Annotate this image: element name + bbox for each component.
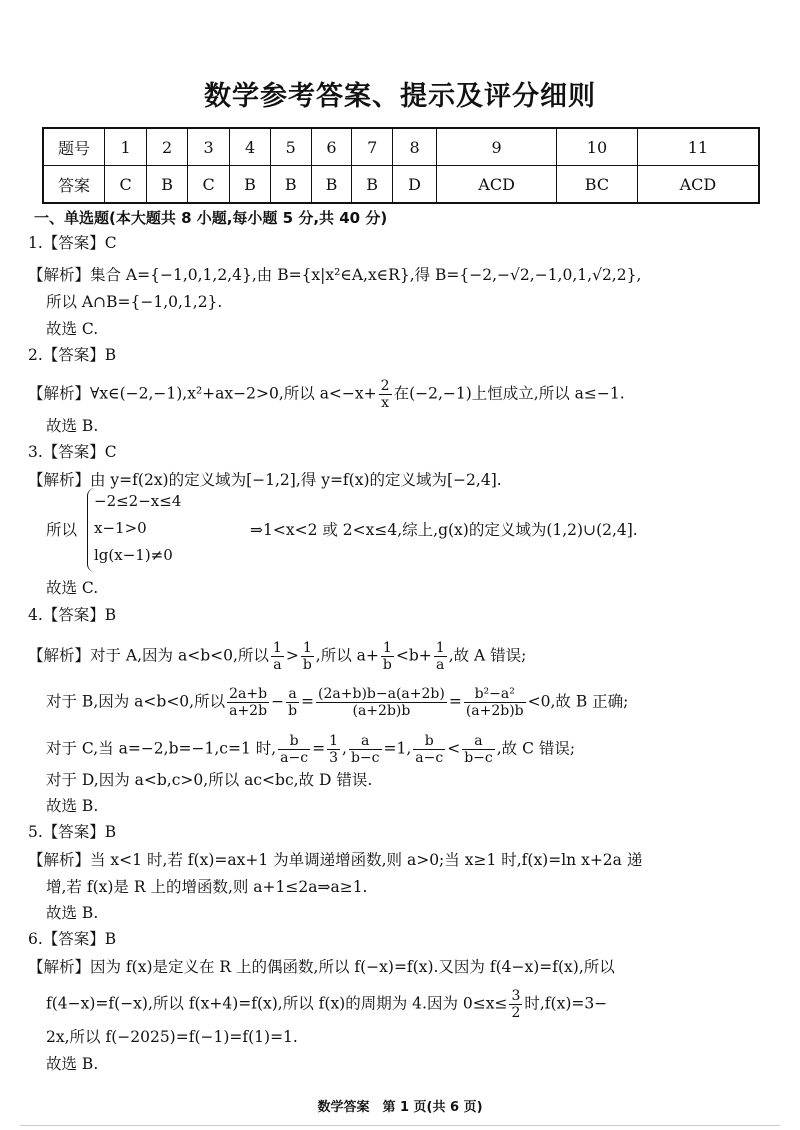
q3-answer: 3.【答案】C [28, 443, 117, 461]
table-cell: ACD [637, 166, 759, 204]
numerator: 1 [435, 640, 445, 656]
inequality-system [87, 488, 244, 572]
table-cell: B [147, 166, 188, 204]
numerator: 1 [381, 640, 394, 657]
text-run: 对于 C,当 a=−2,b=−1,c=1 时, [46, 739, 277, 758]
denominator: a−c [280, 750, 309, 766]
section-heading: 一、单选题(本大题共 8 小题,每小题 5 分,共 40 分) [34, 209, 388, 227]
fraction [462, 733, 495, 766]
table-cell: 7 [352, 128, 393, 166]
q1-conclusion: 故选 C. [46, 320, 99, 338]
table-cell: D [393, 166, 437, 204]
denominator: b [288, 703, 298, 719]
table-cell: BC [557, 166, 638, 204]
q4-option-d: 对于 D,因为 a<b,c>0,所以 ac<bc,故 D 错误. [46, 771, 373, 789]
table-cell: ACD [437, 166, 557, 204]
denominator: a [436, 657, 445, 673]
numerator: 2 [380, 378, 390, 394]
q1-analysis: 【解析】集合 A={−1,0,1,2,4},由 B={x|x²∈A,x∈R},得 B={−2,−√2,−1,0,1,√2,2}, [28, 266, 642, 284]
fraction [227, 686, 269, 719]
text-run: ,所以 a+ [315, 646, 379, 665]
numerator: 1 [301, 640, 314, 657]
numerator: b [278, 733, 310, 750]
denominator: a+2b [229, 703, 268, 719]
table-cell: 11 [637, 128, 759, 166]
q6-analysis: 【解析】因为 f(x)是定义在 R 上的偶函数,所以 f(−x)=f(x).又因为 f(4−x)=f(x),所以 [28, 958, 615, 976]
text-run: 时,f(x)=3− [524, 994, 608, 1013]
denominator: a−c [415, 750, 444, 766]
q5-line: 增,若 f(x)是 R 上的增函数,则 a+1≤2a⇒a≥1. [46, 878, 368, 896]
divider [20, 1125, 780, 1126]
table-cell: B [352, 166, 393, 204]
denominator: a [273, 657, 282, 673]
text-run: , [342, 739, 347, 758]
text-run: ,故 C 错误; [496, 739, 576, 758]
text-run: 【解析】∀x∈(−2,−1),x²+ax−2>0,所以 a<−x+ [28, 384, 377, 403]
fraction [434, 640, 447, 673]
table-row [43, 166, 759, 204]
table-cell: 5 [270, 128, 311, 166]
text-run: 【解析】对于 A,因为 a<b<0,所以 [28, 646, 269, 665]
fraction [379, 378, 392, 411]
row-label-number: 题号 [43, 128, 105, 166]
numerator: (2a+b)b−a(a+2b) [318, 686, 445, 702]
table-cell: B [270, 166, 311, 204]
text-run: =1, [383, 739, 412, 758]
text-run: 在(−2,−1)上恒成立,所以 a≤−1. [393, 384, 625, 403]
q3-prefix: 所以 [46, 521, 78, 539]
numerator: 3 [511, 988, 521, 1004]
system-line: lg(x−1)≠0 [94, 546, 173, 564]
table-cell: 8 [393, 128, 437, 166]
fraction [349, 733, 382, 766]
table-cell: B [311, 166, 352, 204]
fraction [464, 686, 526, 719]
q4-option-a [28, 640, 526, 673]
q1-line: 所以 A∩B={−1,0,1,2}. [46, 293, 223, 311]
text-run: = [448, 692, 462, 711]
system-line: −2≤2−x≤4 [94, 492, 182, 510]
denominator: x [381, 395, 390, 411]
q3-analysis: 【解析】由 y=f(2x)的定义域为[−1,2],得 y=f(x)的定义域为[−2,4]. [28, 471, 502, 489]
fraction [316, 686, 447, 719]
fraction [327, 733, 340, 766]
fraction [271, 640, 284, 673]
denominator: 2 [511, 1005, 521, 1021]
text-run: = [312, 739, 326, 758]
denominator: b [302, 657, 312, 673]
fraction [413, 733, 445, 766]
table-cell: 10 [557, 128, 638, 166]
numerator: b²−a² [464, 686, 526, 703]
numerator: b [413, 733, 445, 750]
q4-option-b [46, 686, 628, 719]
text-run: ,故 A 错误; [448, 646, 527, 665]
table-cell: 1 [105, 128, 147, 166]
table-cell: C [105, 166, 147, 204]
q2-analysis [28, 378, 625, 411]
text-run: f(4−x)=f(−x),所以 f(x+4)=f(x),所以 f(x)的周期为 4.因为 0≤x≤ [46, 994, 508, 1013]
denominator: (a+2b)b [465, 703, 524, 719]
page-title: 数学参考答案、提示及评分细则 [204, 81, 596, 112]
fraction [286, 686, 299, 719]
q6-line [46, 988, 607, 1021]
table-row [43, 128, 759, 166]
q4-conclusion: 故选 B. [46, 797, 99, 815]
text-run: <0,故 B 正确; [527, 692, 629, 711]
text-run: <b+ [395, 646, 432, 665]
denominator: b−c [350, 750, 380, 766]
table-cell: 6 [311, 128, 352, 166]
row-label-answer: 答案 [43, 166, 105, 204]
q3-conclusion: 故选 C. [46, 579, 99, 597]
q6-answer: 6.【答案】B [28, 930, 117, 948]
fraction [509, 988, 522, 1021]
text-run: − [271, 692, 285, 711]
fraction [278, 733, 310, 766]
q2-answer: 2.【答案】B [28, 346, 117, 364]
text-run: = [301, 692, 315, 711]
table-cell: 3 [187, 128, 229, 166]
denominator: b−c [464, 750, 493, 766]
table-cell: 4 [230, 128, 271, 166]
q3-result: ⇒1<x<2 或 2<x≤4,综上,g(x)的定义域为(1,2)∪(2,4]. [250, 521, 638, 539]
table-cell: B [230, 166, 271, 204]
table-cell: 2 [147, 128, 188, 166]
denominator: 3 [329, 750, 339, 766]
table-cell: 9 [437, 128, 557, 166]
denominator: (a+2b)b [352, 703, 411, 719]
denominator: b [382, 657, 392, 673]
q5-answer: 5.【答案】B [28, 823, 117, 841]
q5-conclusion: 故选 B. [46, 904, 99, 922]
system-line: x−1>0 [94, 519, 147, 537]
fraction [381, 640, 394, 673]
q6-conclusion: 故选 B. [46, 1055, 99, 1073]
numerator: 2a+b [229, 686, 268, 702]
fraction [301, 640, 314, 673]
page-footer: 数学答案 第 1 页(共 6 页) [317, 1100, 483, 1115]
answer-table [42, 127, 760, 204]
numerator: a [462, 733, 495, 750]
text-run: 对于 B,因为 a<b<0,所以 [46, 692, 226, 711]
text-run: > [285, 646, 299, 665]
numerator: 1 [272, 640, 282, 656]
q6-line: 2x,所以 f(−2025)=f(−1)=f(1)=1. [46, 1028, 298, 1046]
numerator: a [286, 686, 299, 703]
numerator: 1 [329, 733, 339, 749]
q4-answer: 4.【答案】B [28, 606, 117, 624]
q5-analysis: 【解析】当 x<1 时,若 f(x)=ax+1 为单调递增函数,则 a>0;当 x≥1 时,f(x)=ln x+2a 递 [28, 851, 643, 869]
q4-option-c [46, 733, 575, 766]
table-cell: C [187, 166, 229, 204]
q2-conclusion: 故选 B. [46, 417, 99, 435]
text-run: < [447, 739, 461, 758]
q1-answer: 1.【答案】C [28, 234, 117, 252]
numerator: a [349, 733, 382, 750]
